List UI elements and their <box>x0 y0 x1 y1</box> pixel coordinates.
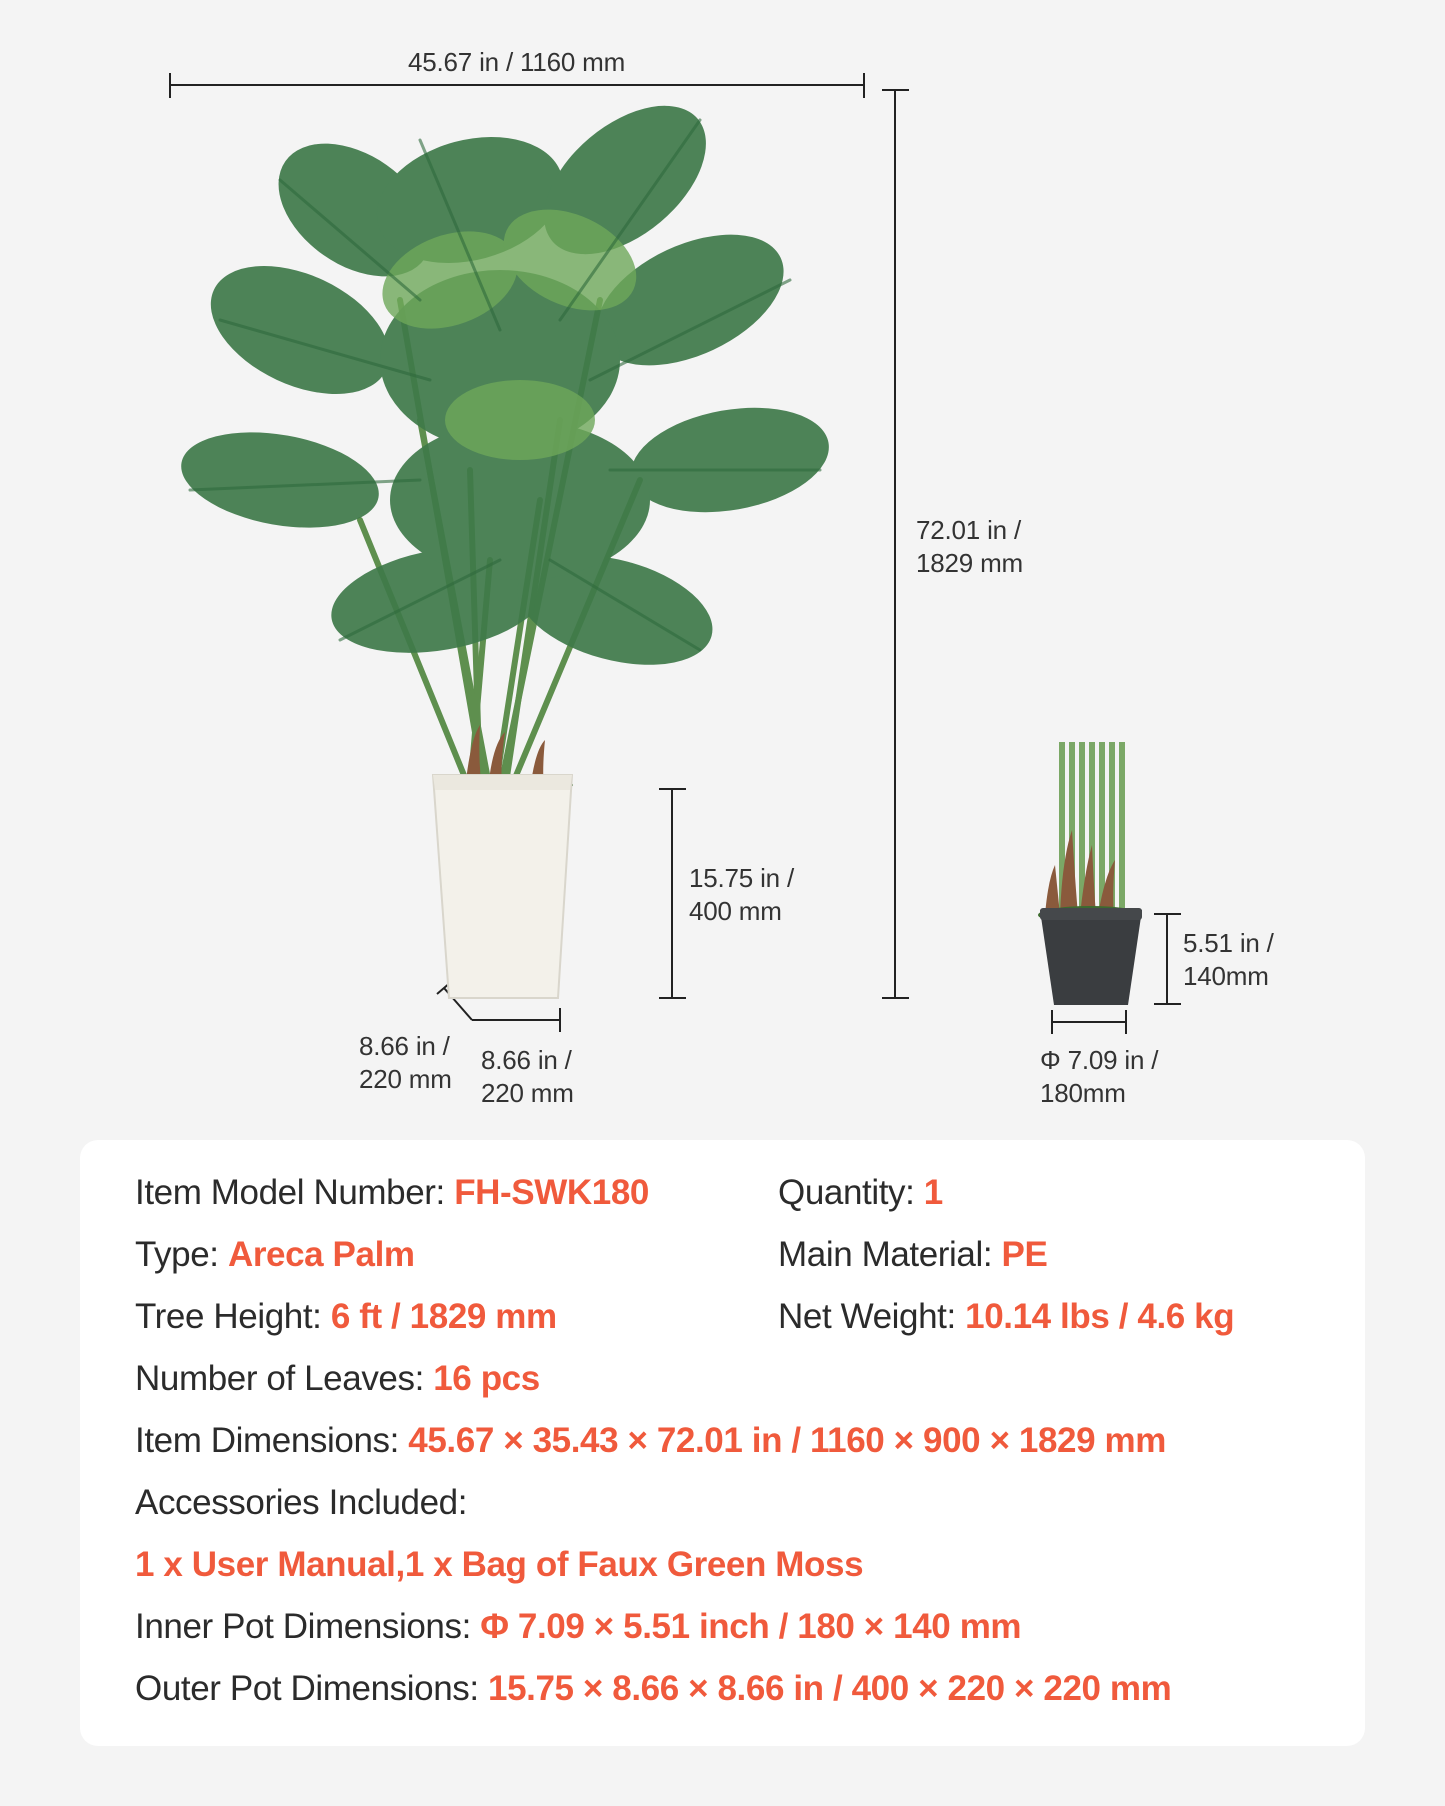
spec-accessories-value: 1 x User Manual,1 x Bag of Faux Green Moss <box>135 1545 864 1584</box>
spec-weight-label: Net Weight: <box>778 1297 966 1336</box>
inner-diameter-line1: Φ 7.09 in / <box>1040 1045 1159 1075</box>
spec-height-value: 6 ft / 1829 mm <box>330 1297 557 1336</box>
outer-pot <box>433 775 573 998</box>
spec-leaves <box>135 1357 540 1401</box>
spec-type <box>135 1233 415 1277</box>
spec-accessories <box>135 1481 467 1525</box>
pot-depth-line1: 8.66 in / <box>359 1031 450 1061</box>
spec-accessories-list <box>135 1543 863 1587</box>
inner-height-line1: 5.51 in / <box>1183 928 1274 958</box>
spec-material <box>778 1233 1047 1277</box>
spec-weight <box>778 1295 1234 1339</box>
spec-inner-pot-label: Inner Pot Dimensions: <box>135 1607 481 1646</box>
total-height-line1: 72.01 in / <box>916 515 1021 545</box>
inner-pot <box>1038 906 1142 1005</box>
pot-depth-line2: 220 mm <box>359 1064 452 1094</box>
pot-width-line1: 8.66 in / <box>481 1045 572 1075</box>
spec-item-dimensions-label: Item Dimensions: <box>135 1421 409 1460</box>
height-dimension-line <box>882 90 909 998</box>
spec-model-value: FH-SWK180 <box>454 1173 649 1212</box>
inner-diameter-line2: 180mm <box>1040 1078 1126 1108</box>
spec-card <box>80 1140 1365 1746</box>
spec-type-value: Areca Palm <box>227 1235 415 1274</box>
pot-height-line1: 15.75 in / <box>689 863 794 893</box>
spec-model <box>135 1171 649 1215</box>
palm-fronds <box>174 77 837 790</box>
spec-item-dimensions <box>135 1419 1166 1463</box>
pot-height-line2: 400 mm <box>689 896 782 926</box>
pot-height-label <box>689 862 794 928</box>
spec-outer-pot <box>135 1667 1171 1711</box>
spec-type-label: Type: <box>135 1235 228 1274</box>
inner-height-line2: 140mm <box>1183 961 1269 991</box>
inner-diameter-label <box>1040 1044 1158 1110</box>
width-label: 45.67 in / 1160 mm <box>408 47 626 77</box>
pot-height-dimension-line <box>659 789 686 998</box>
inner-height-dimension-line <box>1154 914 1181 1004</box>
total-height-line2: 1829 mm <box>916 548 1023 578</box>
spec-accessories-label: Accessories Included: <box>135 1483 468 1522</box>
spec-outer-pot-value: 15.75 × 8.66 × 8.66 in / 400 × 220 × 220 mm <box>488 1669 1172 1708</box>
pot-width-label <box>481 1044 574 1110</box>
inner-diameter-dimension-line <box>1052 1010 1126 1034</box>
spec-leaves-value: 16 pcs <box>433 1359 540 1398</box>
spec-quantity-label: Quantity: <box>778 1173 924 1212</box>
spec-weight-value: 10.14 lbs / 4.6 kg <box>965 1297 1235 1336</box>
spec-material-label: Main Material: <box>778 1235 1002 1274</box>
pot-width-line2: 220 mm <box>481 1078 574 1108</box>
spec-outer-pot-label: Outer Pot Dimensions: <box>135 1669 489 1708</box>
spec-height-label: Tree Height: <box>135 1297 331 1336</box>
spec-height <box>135 1295 557 1339</box>
spec-inner-pot-value: Φ 7.09 × 5.51 inch / 180 × 140 mm <box>480 1607 1022 1646</box>
inner-height-label <box>1183 927 1274 993</box>
pot-depth-label <box>359 1030 452 1096</box>
spec-quantity-value: 1 <box>923 1173 943 1212</box>
spec-item-dimensions-value: 45.67 × 35.43 × 72.01 in / 1160 × 900 × 1829 mm <box>408 1421 1166 1460</box>
spec-model-label: Item Model Number: <box>135 1173 455 1212</box>
spec-inner-pot <box>135 1605 1021 1649</box>
total-height-label <box>916 514 1023 580</box>
spec-leaves-label: Number of Leaves: <box>135 1359 434 1398</box>
spec-quantity <box>778 1171 943 1215</box>
spec-material-value: PE <box>1001 1235 1048 1274</box>
